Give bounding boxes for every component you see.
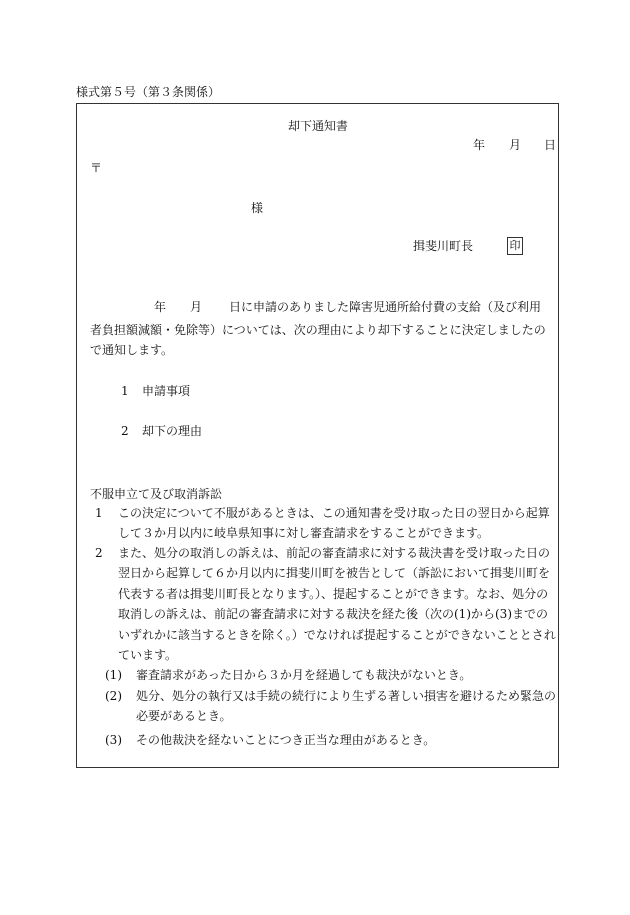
item-1-label: 申請事項: [142, 384, 191, 398]
date-year: 年: [473, 138, 486, 152]
item-2-label: 却下の理由: [142, 424, 203, 438]
seal-mark: 印: [507, 237, 523, 255]
item-1-number: 1: [121, 384, 129, 398]
body-text-line1: 日に申請のありました障害児通所給付費の支給（及び利用: [229, 300, 542, 314]
appeal-heading: 不服申立て及び取消訴訟: [90, 487, 223, 501]
sub-1-text: 審査請求があった日から３か月を経過しても裁決がないとき。: [136, 668, 472, 682]
date-day: 日: [544, 138, 557, 152]
sub-3-text: その他裁決を経ないことにつき正当な理由があるとき。: [136, 733, 436, 747]
postal-mark: 〒: [90, 161, 103, 175]
body-text: 者負担額減額・免除等）については、次の理由により却下することに決定しましたので通知します。: [90, 323, 546, 357]
sub-2-number: (2): [105, 689, 122, 703]
document-title: 却下通知書: [288, 119, 349, 133]
body-month: 月: [190, 300, 203, 314]
body-year: 年: [154, 300, 167, 314]
appeal-1-number: 1: [95, 506, 103, 520]
sub-1-number: (1): [105, 668, 122, 682]
appeal-1-text: この決定について不服があるときは、この通知書を受け取った日の翌日から起算して３か月以内に岐阜県知事に対し審査請求をすることができます。: [118, 506, 550, 541]
sub-2-text: 処分、処分の執行又は手続の続行により生ずる著しい損害を避けるため緊急の必要があるとき。: [136, 689, 557, 724]
date-month: 月: [509, 138, 522, 152]
item-2-number: 2: [121, 424, 129, 438]
sender-name: 揖斐川町長: [413, 239, 474, 253]
sub-3-number: (3): [105, 733, 122, 747]
appeal-2-number: 2: [95, 546, 103, 560]
addressee-suffix: 様: [251, 201, 264, 215]
form-label: 様式第５号（第３条関係）: [76, 85, 221, 99]
appeal-2-text: また、処分の取消しの訴えは、前記の審査請求に対する裁決書を受け取った日の翌日から起算して６か月以内に揖斐川町を被告として（訴訟において揖斐川町を代表する者は揖斐川町長となります。）、提起することができます。なお、処分の取消しの訴えは、前記の審査請求に対する裁決を経た後（次の(1)から(3)までのいずれかに該当するときを除く。）でなければ提起することができないこととされています。: [118, 546, 556, 663]
